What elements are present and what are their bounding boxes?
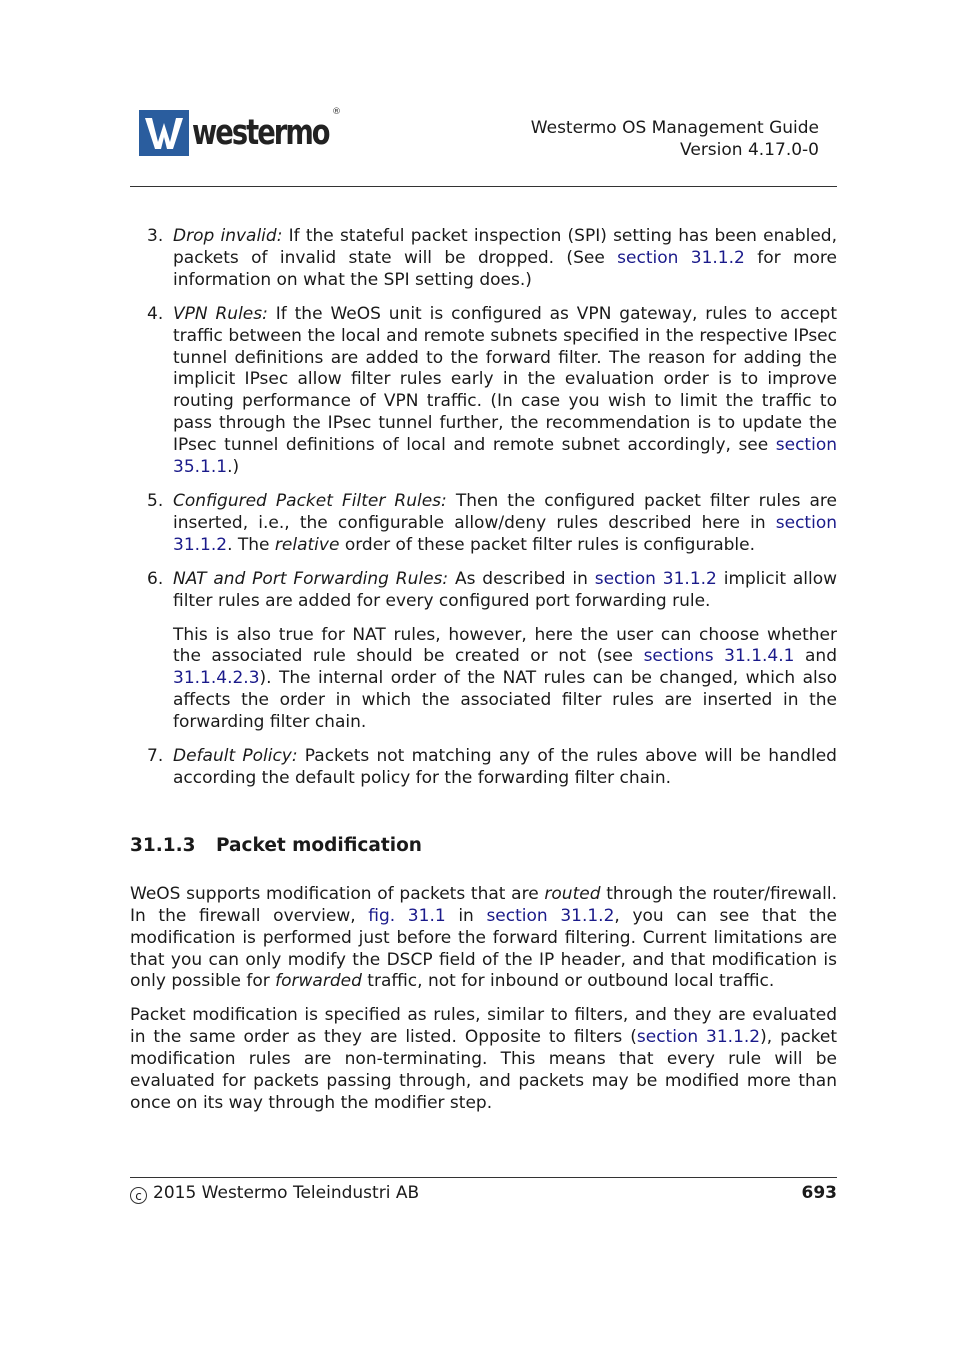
list-item-text bbox=[173, 304, 837, 479]
text-run: in bbox=[445, 905, 487, 926]
list-item-text bbox=[173, 226, 837, 292]
text-run: .) bbox=[227, 457, 240, 478]
list-term: Default Policy: bbox=[173, 746, 298, 767]
section-link[interactable]: section 35.1.1 bbox=[173, 435, 837, 478]
list-item-paragraph bbox=[173, 625, 837, 735]
forward-filter-order-list bbox=[130, 226, 837, 790]
text-run: order of these packet filter rules is configurable. bbox=[339, 534, 756, 555]
text-run: Packets not matching any of the rules above will be handled according the default policy for the forwarding filter chain. bbox=[173, 746, 837, 788]
text-run: Then the configured packet filter rules are inserted, i.e., the configurable allow/deny rules described here in bbox=[173, 490, 837, 533]
list-number: 7. bbox=[147, 746, 164, 767]
westermo-logo bbox=[139, 107, 367, 156]
document-version: Version 4.17.0-0 bbox=[680, 140, 819, 160]
header-rule bbox=[130, 186, 837, 187]
list-number: 3. bbox=[147, 226, 164, 246]
body-paragraph bbox=[130, 884, 837, 994]
list-number: 6. bbox=[147, 568, 164, 589]
text-run: Packet modification is specified as rules, similar to filters, and they are evaluated in the same order as they are listed. Opposite to filters ( bbox=[130, 1005, 837, 1048]
emphasis: forwarded bbox=[275, 971, 362, 992]
section-link[interactable]: section 31.1.2 bbox=[636, 1027, 761, 1048]
text-run: ). The internal order of the NAT rules can be changed, which also affects the order in which the associated filter rules are inserted in the forwarding filter chain. bbox=[173, 668, 837, 733]
text-run: This is also true for NAT rules, however, here the user can choose whether the associated rule should be created or not (see bbox=[173, 624, 837, 667]
list-term: NAT and Port Forwarding Rules: bbox=[173, 568, 449, 589]
emphasis: routed bbox=[544, 883, 601, 904]
text-run: for more information on what the SPI setting does.) bbox=[173, 247, 838, 290]
footer-rule bbox=[130, 1177, 837, 1178]
section-link[interactable]: 31.1.4.2.3 bbox=[173, 668, 260, 689]
logo-wordmark: westermo bbox=[192, 113, 329, 153]
page-content bbox=[130, 226, 837, 1115]
section-number: 31.1.3 bbox=[130, 834, 196, 856]
section-link[interactable]: section 31.1.2 bbox=[173, 512, 837, 555]
text-run: ), packet modification rules are non-terminating. This means that every rule will be evaluated for packets passing through, and packets may be modified more than once on its way through the modifier step. bbox=[130, 1027, 838, 1113]
body-paragraph bbox=[130, 1005, 837, 1115]
list-number: 5. bbox=[147, 490, 164, 511]
copyright-text: 2015 Westermo Teleindustri AB bbox=[153, 1183, 420, 1203]
westermo-w-icon bbox=[139, 110, 189, 156]
text-run: and bbox=[794, 646, 838, 667]
list-item-text bbox=[173, 746, 837, 790]
page-footer bbox=[130, 1182, 837, 1204]
section-title: Packet modification bbox=[216, 834, 422, 856]
text-run: If the stateful packet inspection (SPI) setting has been enabled, packets of invalid state will be dropped. (See bbox=[173, 226, 837, 268]
list-term: Configured Packet Filter Rules: bbox=[173, 490, 447, 511]
text-run: If the WeOS unit is configured as VPN gateway, rules to accept traffic between the local and remote subnets specified in the respective IPsec tunnel definitions are added to the forward filter. The reason for adding the implicit IPsec allow filter rules early in the evaluation order is to improve routing performance of VPN traffic. (In case you wish to limit the traffic to pass through the IPsec tunnel further, the recommendation is to update the IPsec tunnel definitions of local and remote subnet accordingly, see bbox=[173, 303, 837, 456]
text-run: traffic, not for inbound or outbound local traffic. bbox=[361, 971, 775, 992]
text-run: . The bbox=[227, 534, 275, 555]
list-item bbox=[130, 569, 837, 734]
list-item bbox=[130, 746, 837, 790]
section-link[interactable]: sections 31.1.4.1 bbox=[643, 646, 795, 667]
text-run: , you can see that the modification is performed just before the forward filtering. Current limitations are that you can only modify the DSCP field of the IP header, and that modification is only possible for bbox=[130, 905, 837, 992]
text-run: through the router/firewall. In the firewall overview, bbox=[130, 883, 837, 926]
figure-link[interactable]: fig. 31.1 bbox=[368, 905, 446, 926]
section-heading bbox=[130, 834, 837, 858]
document-title: Westermo OS Management Guide bbox=[530, 118, 819, 138]
emphasis: relative bbox=[274, 534, 340, 555]
document-header bbox=[531, 117, 819, 161]
list-item bbox=[130, 491, 837, 557]
registered-mark: ® bbox=[332, 107, 341, 117]
section-link[interactable]: section 31.1.2 bbox=[617, 247, 745, 268]
section-link[interactable]: section 31.1.2 bbox=[594, 568, 717, 589]
list-item-text bbox=[173, 569, 837, 613]
copyright-icon: c bbox=[130, 1187, 147, 1204]
page-number: 693 bbox=[801, 1183, 837, 1203]
text-run: WeOS supports modification of packets that are bbox=[130, 883, 545, 904]
list-number: 4. bbox=[147, 303, 164, 324]
list-item bbox=[130, 226, 837, 292]
text-run: implicit allow filter rules are added for every configured port forwarding rule. bbox=[173, 568, 838, 611]
list-item-text bbox=[173, 491, 837, 557]
list-term: VPN Rules: bbox=[173, 303, 268, 324]
list-term: Drop invalid: bbox=[173, 226, 283, 246]
text-run: As described in bbox=[448, 568, 595, 589]
section-link[interactable]: section 31.1.2 bbox=[486, 905, 615, 926]
list-item bbox=[130, 304, 837, 479]
